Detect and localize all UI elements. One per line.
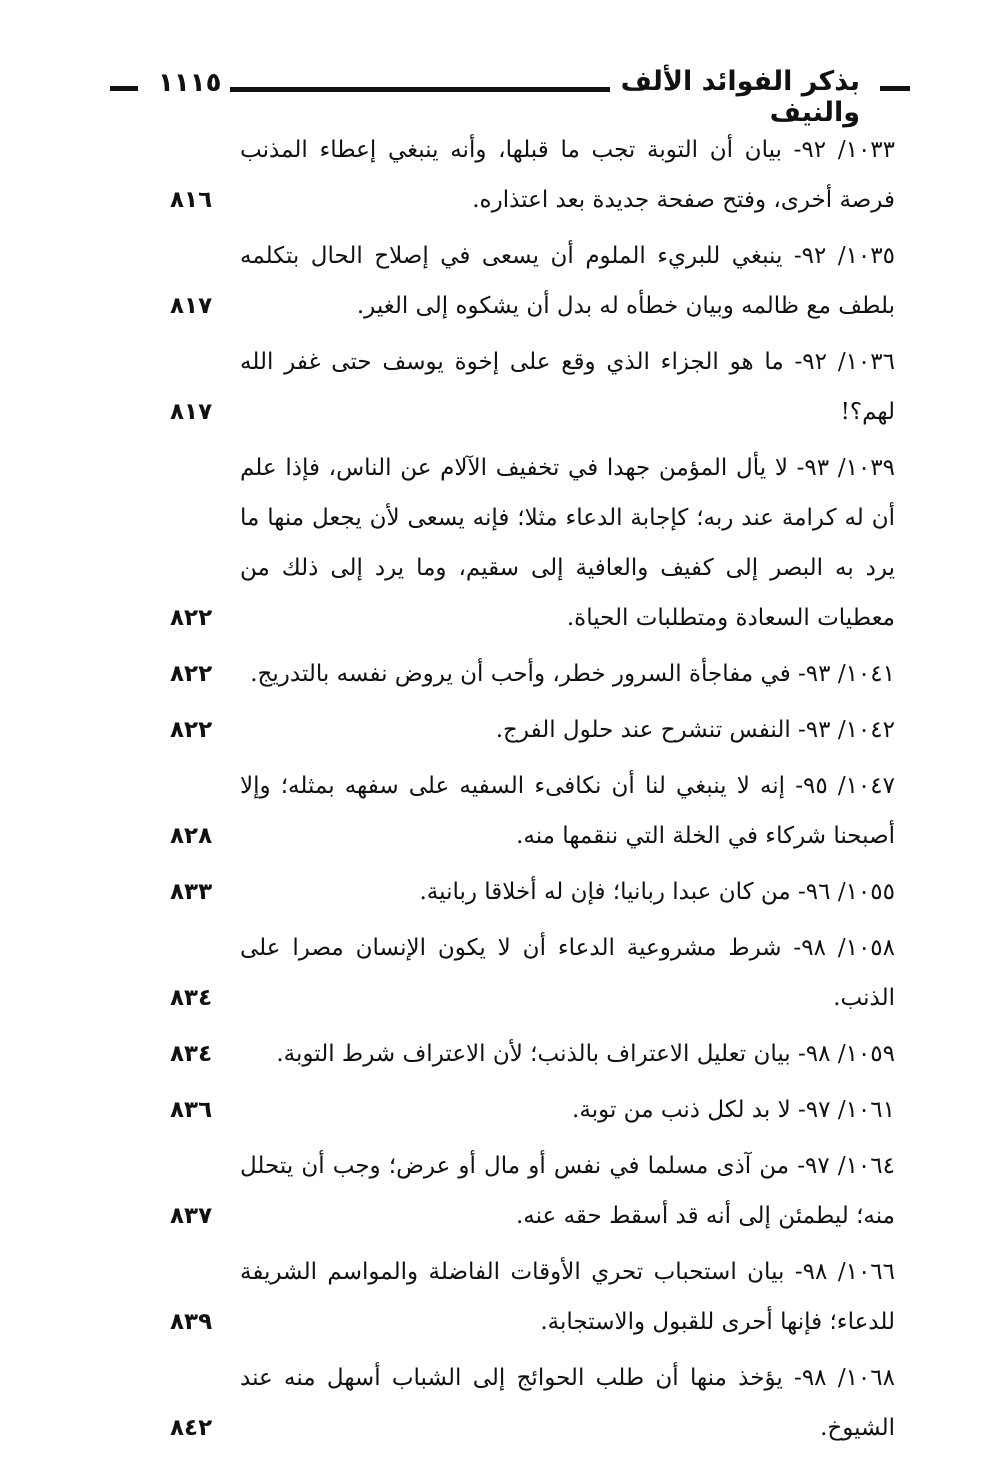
entry-text: ١٠٤١/ ٩٣- في مفاجأة السرور خطر، وأحب أن يروض نفسه بالتدريج. xyxy=(250,661,895,687)
index-entry xyxy=(170,125,900,225)
entry-page-ref: ٨٣٧ xyxy=(170,1203,213,1229)
entry-page-ref: ٨١٧ xyxy=(170,399,213,425)
page-number: ١١١٥ xyxy=(158,68,222,98)
entry-text: ١٠٣٩/ ٩٣- لا يأل المؤمن جهدا في تخفيف الآلام عن الناس، فإذا علم أن له كرامة عند ربه؛ كإجابة الدعاء مثلا؛ فإنه يسعى لأن يجعل منها ما يرد به البصر إلى كفيف والعافية إلى سقيم، وما يرد إلى ذلك من معطيات السعادة ومتطلبات الحياة. xyxy=(240,455,895,631)
index-entry xyxy=(170,867,900,917)
index-entry xyxy=(170,1029,900,1079)
entry-page-ref: ٨٣٩ xyxy=(170,1309,213,1335)
entry-page-ref: ٨٢٢ xyxy=(170,717,213,743)
header-dash-left xyxy=(110,86,138,91)
entry-text: ١٠٦١/ ٩٧- لا بد لكل ذنب من توبة. xyxy=(572,1097,895,1123)
index-entry xyxy=(170,1353,900,1453)
entry-page-ref: ٨١٧ xyxy=(170,293,213,319)
entry-page-ref: ٨٣٣ xyxy=(170,879,213,905)
header-dash-right xyxy=(880,86,910,91)
entry-text: ١٠٣٥/ ٩٢- ينبغي للبريء الملوم أن يسعى في إصلاح الحال بتكلمه بلطف مع ظالمه وبيان خطأه له بدل أن يشكوه إلى الغير. xyxy=(240,243,895,319)
entry-page-ref: ٨٢٢ xyxy=(170,661,213,687)
entry-page-ref: ٨٢٨ xyxy=(170,823,213,849)
index-entry xyxy=(170,649,900,699)
index-entries xyxy=(170,125,900,1459)
entry-text: ١٠٥٨/ ٩٨- شرط مشروعية الدعاء أن لا يكون الإنسان مصرا على الذنب. xyxy=(240,935,896,1011)
index-entry xyxy=(170,443,900,643)
entry-page-ref: ٨٤٢ xyxy=(170,1415,213,1441)
entry-text: ١٠٦٤/ ٩٧- من آذى مسلما في نفس أو مال أو عرض؛ وجب أن يتحلل منه؛ ليطمئن إلى أنه قد أسقط حقه عنه. xyxy=(240,1153,895,1229)
index-entry xyxy=(170,1247,900,1347)
header-rule xyxy=(230,87,610,92)
entry-page-ref: ٨٣٤ xyxy=(170,985,213,1011)
index-entry xyxy=(170,705,900,755)
entry-text: ١٠٥٥/ ٩٦- من كان عبدا ربانيا؛ فإن له أخلاقا ربانية. xyxy=(419,879,895,905)
entry-text: ١٠٦٨/ ٩٨- يؤخذ منها أن طلب الحوائج إلى الشباب أسهل منه عند الشيوخ. xyxy=(240,1365,895,1441)
entry-text: ١٠٣٦/ ٩٢- ما هو الجزاء الذي وقع على إخوة يوسف حتى غفر الله لهم؟! xyxy=(240,349,895,425)
index-entry xyxy=(170,1085,900,1135)
entry-page-ref: ٨٢٢ xyxy=(170,605,213,631)
entry-text: ١٠٣٣/ ٩٢- بيان أن التوبة تجب ما قبلها، وأنه ينبغي إعطاء المذنب فرصة أخرى، وفتح صفحة جديدة بعد اعتذاره. xyxy=(240,137,896,213)
entry-page-ref: ٨٣٦ xyxy=(170,1097,213,1123)
index-entry xyxy=(170,231,900,331)
index-entry xyxy=(170,923,900,1023)
entry-text: ١٠٥٩/ ٩٨- بيان تعليل الاعتراف بالذنب؛ لأن الاعتراف شرط التوبة. xyxy=(276,1041,895,1067)
index-entry xyxy=(170,337,900,437)
page-header xyxy=(100,60,890,128)
entry-text: ١٠٤٧/ ٩٥- إنه لا ينبغي لنا أن نكافىء السفيه على سفهه بمثله؛ وإلا أصبحنا شركاء في الخلة التي ننقمها منه. xyxy=(240,773,895,849)
index-entry xyxy=(170,761,900,861)
entry-text: ١٠٦٦/ ٩٨- بيان استحباب تحري الأوقات الفاضلة والمواسم الشريفة للدعاء؛ فإنها أحرى للقبول والاستجابة. xyxy=(240,1259,896,1335)
entry-page-ref: ٨٣٤ xyxy=(170,1041,213,1067)
entry-page-ref: ٨١٦ xyxy=(170,187,213,213)
index-entry xyxy=(170,1141,900,1241)
running-title: بذكر الفوائد الألف والنيف xyxy=(620,66,860,128)
entry-text: ١٠٤٢/ ٩٣- النفس تنشرح عند حلول الفرج. xyxy=(495,717,895,743)
